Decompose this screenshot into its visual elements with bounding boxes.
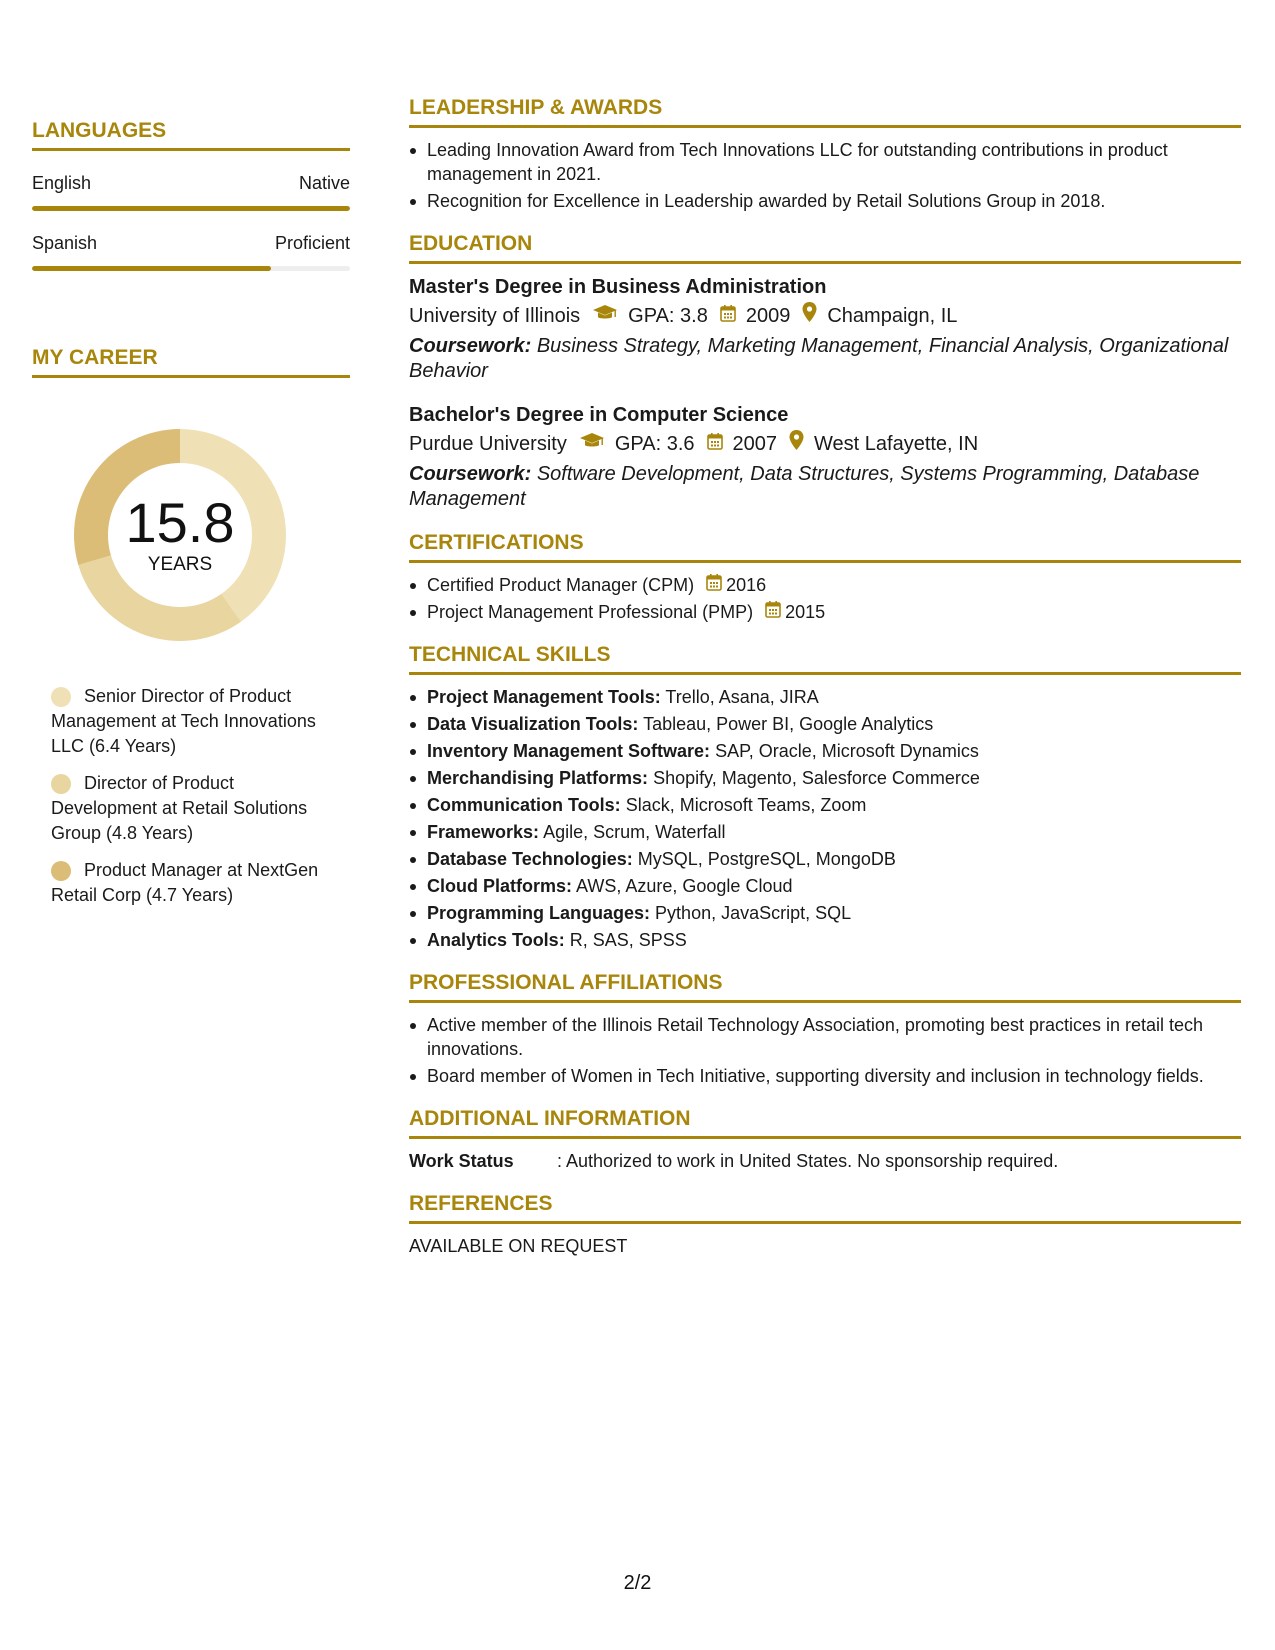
career-legend-label: Senior Director of Product Management at Tech Innovations LLC (6.4 Years) (51, 686, 316, 756)
career-title: MY CAREER (32, 345, 350, 378)
skills-title: TECHNICAL SKILLS (409, 642, 1241, 675)
skill-item (409, 820, 1241, 844)
leadership-title: LEADERSHIP & AWARDS (409, 95, 1241, 128)
skill-value: Slack, Microsoft Teams, Zoom (625, 795, 867, 815)
language-bar (32, 266, 350, 271)
references-title: REFERENCES (409, 1191, 1241, 1224)
location: West Lafayette, IN (814, 433, 979, 455)
skill-item (409, 874, 1241, 898)
map-pin-icon (789, 429, 804, 459)
calendar-icon (765, 600, 781, 624)
left-column (32, 118, 350, 908)
career-legend-item (51, 684, 332, 759)
education-title: EDUCATION (409, 231, 1241, 264)
skill-key: Inventory Management Software: (427, 741, 711, 761)
graduation-cap-icon (579, 429, 605, 459)
references-section (409, 1191, 1241, 1257)
graduation-cap-icon (592, 301, 618, 331)
skill-key: Database Technologies: (427, 849, 633, 869)
location: Champaign, IL (827, 305, 958, 327)
career-total: 15.8 (125, 491, 235, 554)
languages-title: LANGUAGES (32, 118, 350, 151)
skill-item (409, 793, 1241, 817)
skill-key: Merchandising Platforms: (427, 768, 649, 788)
legend-dot-icon (51, 774, 71, 794)
additional-section (409, 1106, 1241, 1173)
skill-value: Tableau, Power BI, Google Analytics (643, 714, 934, 734)
page-number: 2/2 (623, 1572, 652, 1594)
skill-key: Analytics Tools: (427, 930, 565, 950)
map-pin-icon (802, 301, 817, 331)
language-bar-fill (32, 206, 350, 211)
list-item (409, 573, 1241, 597)
cert-name: Project Management Professional (PMP) (427, 602, 754, 622)
skill-key: Frameworks: (427, 822, 540, 842)
career-section (32, 345, 350, 908)
skill-value: Trello, Asana, JIRA (665, 687, 819, 707)
list-item (409, 600, 1241, 624)
language-name: Spanish (32, 233, 98, 253)
gpa: GPA: 3.6 (614, 433, 695, 455)
language-bar-fill (32, 266, 271, 271)
list-item: Board member of Women in Tech Initiative, supporting diversity and inclusion in technology fields. (409, 1064, 1241, 1088)
gpa: GPA: 3.8 (628, 305, 708, 327)
career-unit: YEARS (147, 554, 213, 575)
skill-key: Communication Tools: (427, 795, 621, 815)
degree: Bachelor's Degree in Computer Science (409, 404, 789, 426)
skill-key: Data Visualization Tools: (427, 714, 639, 734)
skill-key: Project Management Tools: (427, 687, 661, 707)
career-legend (32, 684, 332, 908)
language-item (32, 173, 350, 211)
list-item: Active member of the Illinois Retail Technology Association, promoting best practices in retail tech innovations. (409, 1013, 1241, 1061)
references-text: AVAILABLE ON REQUEST (409, 1236, 628, 1256)
skill-key: Programming Languages: (427, 903, 651, 923)
work-status-label: Work Status (409, 1151, 514, 1171)
right-column (409, 95, 1241, 1257)
calendar-icon (720, 301, 736, 331)
coursework (409, 462, 1241, 512)
career-donut (67, 422, 293, 648)
affiliations-section (409, 970, 1241, 1088)
coursework-text: Software Development, Data Structures, Systems Programming, Database Management (409, 463, 1200, 510)
skills-section (409, 642, 1241, 952)
affiliations-title: PROFESSIONAL AFFILIATIONS (409, 970, 1241, 1003)
leadership-section (409, 95, 1241, 213)
skill-item (409, 739, 1241, 763)
year: 2007 (732, 433, 778, 455)
language-level: Proficient (274, 233, 350, 253)
list-item: Recognition for Excellence in Leadership awarded by Retail Solutions Group in 2018. (409, 189, 1241, 213)
legend-dot-icon (51, 861, 71, 881)
education-entry (409, 274, 1241, 384)
skill-item (409, 928, 1241, 952)
cert-year: 2015 (785, 602, 826, 622)
skill-value: MySQL, PostgreSQL, MongoDB (637, 849, 896, 869)
work-status-value: : Authorized to work in United States. No sponsorship required. (557, 1151, 1059, 1171)
skill-value: Agile, Scrum, Waterfall (543, 822, 726, 842)
language-item (32, 233, 350, 271)
languages-section (32, 118, 350, 271)
calendar-icon (707, 429, 723, 459)
school: University of Illinois (409, 305, 581, 327)
language-level: Native (298, 173, 350, 193)
certifications-section (409, 530, 1241, 624)
skill-value: R, SAS, SPSS (569, 930, 687, 950)
skill-item (409, 712, 1241, 736)
language-name: English (32, 173, 92, 193)
skill-key: Cloud Platforms: (427, 876, 573, 896)
certifications-title: CERTIFICATIONS (409, 530, 1241, 563)
degree: Master's Degree in Business Administration (409, 276, 827, 298)
coursework-text: Business Strategy, Marketing Management, Financial Analysis, Organizational Behavior (409, 335, 1229, 382)
skill-value: Shopify, Magento, Salesforce Commerce (653, 768, 980, 788)
career-legend-item (51, 858, 332, 908)
skill-value: AWS, Azure, Google Cloud (576, 876, 793, 896)
skill-item (409, 901, 1241, 925)
calendar-icon (706, 573, 722, 597)
year: 2009 (745, 305, 791, 327)
career-legend-label: Product Manager at NextGen Retail Corp (4.7 Years) (51, 860, 319, 905)
legend-dot-icon (51, 687, 71, 707)
skill-value: Python, JavaScript, SQL (655, 903, 852, 923)
additional-title: ADDITIONAL INFORMATION (409, 1106, 1241, 1139)
coursework-label: Coursework: (409, 463, 532, 485)
cert-year: 2016 (726, 575, 767, 595)
education-entry (409, 402, 1241, 512)
skill-item (409, 685, 1241, 709)
skill-value: SAP, Oracle, Microsoft Dynamics (715, 741, 979, 761)
coursework (409, 334, 1241, 384)
language-bar (32, 206, 350, 211)
education-section (409, 231, 1241, 512)
coursework-label: Coursework: (409, 335, 532, 357)
skill-item (409, 766, 1241, 790)
list-item: Leading Innovation Award from Tech Innovations LLC for outstanding contributions in product management in 2021. (409, 138, 1241, 186)
career-legend-item (51, 771, 332, 846)
skill-item (409, 847, 1241, 871)
cert-name: Certified Product Manager (CPM) (427, 575, 695, 595)
career-legend-label: Director of Product Development at Retail Solutions Group (4.8 Years) (51, 773, 308, 843)
school: Purdue University (409, 433, 567, 455)
